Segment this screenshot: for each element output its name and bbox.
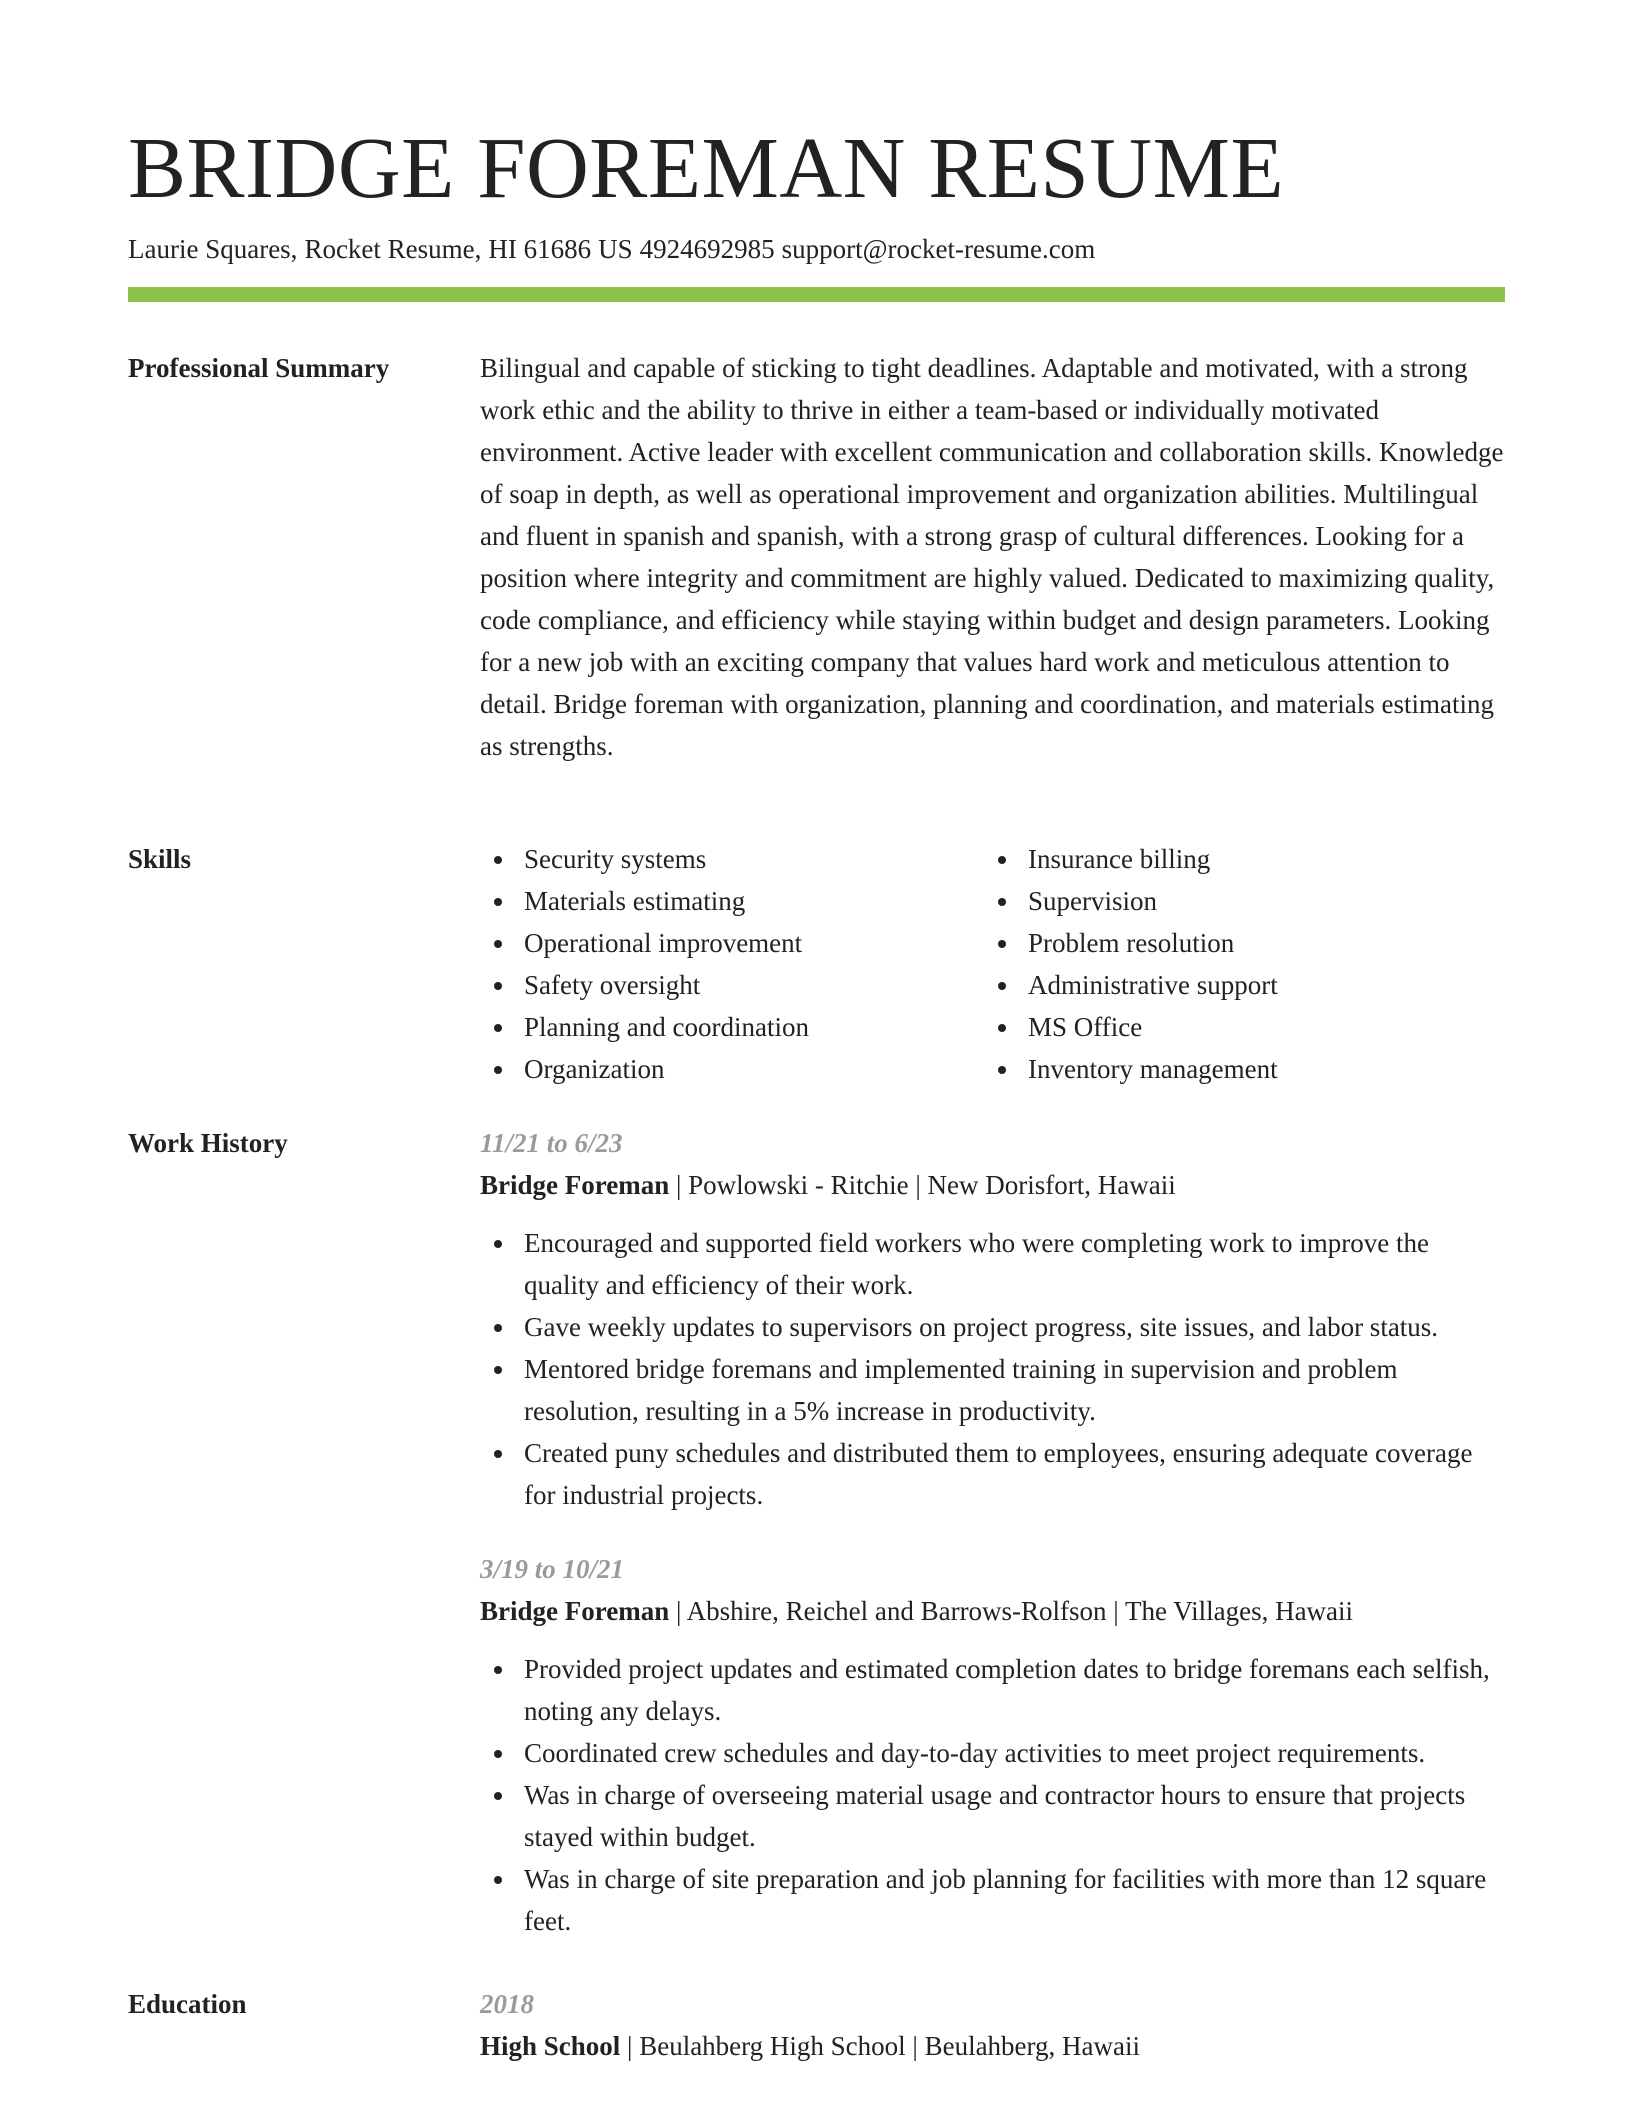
job-title: Bridge Foreman — [480, 1596, 670, 1626]
job-duty: Was in charge of overseeing material usage and contractor hours to ensure that projects stayed within budget. — [480, 1774, 1505, 1858]
skill-item: Insurance billing — [984, 838, 1488, 880]
job-duties — [480, 1648, 1505, 1942]
education-line — [480, 2025, 1505, 2067]
job-duty: Provided project updates and estimated completion dates to bridge foremans each selfish, noting any delays. — [480, 1648, 1505, 1732]
education-heading: Education — [128, 1989, 247, 2019]
skill-item: Supervision — [984, 880, 1488, 922]
skills-columns — [480, 838, 1505, 1090]
job-entry — [480, 1548, 1505, 1942]
skill-item: Planning and coordination — [480, 1006, 984, 1048]
skills-list-left — [480, 838, 984, 1090]
education-degree: High School — [480, 2031, 621, 2061]
contact-street: Laurie Squares, — [128, 234, 298, 264]
work-history-heading: Work History — [128, 1128, 288, 1158]
job-duty: Created puny schedules and distributed them to employees, ensuring adequate coverage for industrial projects. — [480, 1432, 1505, 1516]
job-duties — [480, 1222, 1505, 1516]
job-duty: Coordinated crew schedules and day-to-day activities to meet project requirements. — [480, 1732, 1505, 1774]
skill-item: Security systems — [480, 838, 984, 880]
job-duty: Encouraged and supported field workers who were completing work to improve the quality and efficiency of their work. — [480, 1222, 1505, 1306]
skill-item: Inventory management — [984, 1048, 1488, 1090]
skill-item: MS Office — [984, 1006, 1488, 1048]
resume-title: BRIDGE FOREMAN RESUME — [128, 119, 1285, 216]
job-employer: | Powlowski - Ritchie | New Dorisfort, Hawaii — [669, 1170, 1176, 1200]
contact-country: US — [598, 234, 633, 264]
skill-item: Organization — [480, 1048, 984, 1090]
skill-item: Operational improvement — [480, 922, 984, 964]
job-title: Bridge Foreman — [480, 1170, 670, 1200]
summary-text: Bilingual and capable of sticking to tight deadlines. Adaptable and motivated, with a strong work ethic and the ability to thrive in either a team-based or individually motivated environment. Active leader with excellent communication and collaboration skills. Knowledge of soap in depth, as well as operational improvement and organization abilities. Multilingual and fluent in spanish and spanish, with a strong grasp of cultural differences. Looking for a position where integrity and commitment are highly valued. Dedicated to maximizing quality, code compliance, and efficiency while staying within budget and design parameters. Looking for a new job with an exciting company that values hard work and meticulous attention to detail. Bridge foreman with organization, planning and coordination, and materials estimating as strengths. — [480, 353, 1504, 761]
job-dates: 3/19 to 10/21 — [480, 1554, 625, 1584]
job-duty: Was in charge of site preparation and job planning for facilities with more than 12 square feet. — [480, 1858, 1505, 1942]
skills-list-right — [984, 838, 1488, 1090]
job-entry — [480, 1122, 1505, 1516]
job-duty: Mentored bridge foremans and implemented training in supervision and problem resolution, resulting in a 5% increase in productivity. — [480, 1348, 1505, 1432]
job-employer: | Abshire, Reichel and Barrows-Rolfson | The Villages, Hawaii — [669, 1596, 1354, 1626]
header-divider — [128, 287, 1505, 302]
job-heading — [480, 1164, 1505, 1206]
skills-heading: Skills — [128, 844, 192, 874]
contact-email: support@rocket-resume.com — [781, 234, 1096, 264]
contact-city: Rocket Resume, — [304, 234, 482, 264]
contact-state-zip: HI 61686 — [488, 234, 592, 264]
job-duty: Gave weekly updates to supervisors on project progress, site issues, and labor status. — [480, 1306, 1505, 1348]
contact-phone: 4924692985 — [639, 234, 775, 264]
skill-item: Problem resolution — [984, 922, 1488, 964]
job-heading — [480, 1590, 1505, 1632]
job-dates: 11/21 to 6/23 — [480, 1128, 623, 1158]
skill-item: Safety oversight — [480, 964, 984, 1006]
education-year: 2018 — [480, 1989, 534, 2019]
education-school: | Beulahberg High School | Beulahberg, Hawaii — [620, 2031, 1141, 2061]
skill-item: Administrative support — [984, 964, 1488, 1006]
skill-item: Materials estimating — [480, 880, 984, 922]
contact-line — [128, 232, 1102, 266]
summary-heading: Professional Summary — [128, 353, 390, 383]
